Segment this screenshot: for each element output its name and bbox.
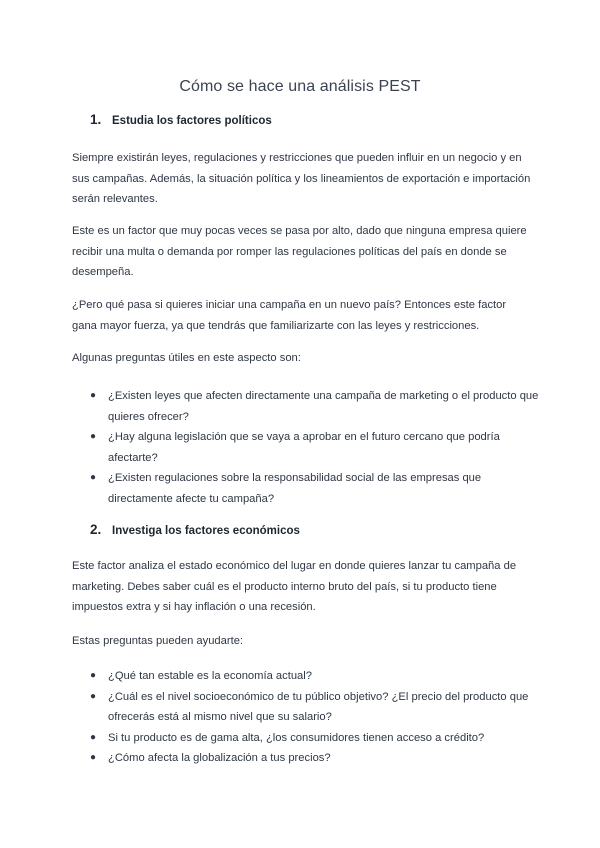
section-1-paragraph-1: Siempre existirán leyes, regulaciones y restricciones que pueden influir en un negocio y en sus campañas. Además, la situación política y los lineamientos de exportación e importación serán relevantes.	[72, 152, 531, 205]
section-1-number: 1.	[90, 112, 102, 127]
section-2-heading	[90, 522, 300, 537]
list-item-text: ¿Hay alguna legislación que se vaya a aprobar en el futuro cercano que podría afectarte?	[108, 431, 500, 464]
bullet-icon: ●	[90, 731, 97, 743]
bullet-icon: ●	[90, 390, 97, 401]
document-title: Cómo se hace una análisis PEST	[179, 78, 421, 95]
bullet-icon: ●	[90, 752, 97, 763]
list-item-text: Si tu producto es de gama alta, ¿los consumidores tienen acceso a crédito?	[108, 731, 485, 744]
list-item-text: ¿Cómo afecta la globalización a tus precios?	[108, 752, 331, 764]
bullet-icon: ●	[90, 431, 97, 442]
list-item	[72, 687, 542, 728]
section-2-paragraph-2: Estas preguntas pueden ayudarte:	[72, 635, 244, 647]
section-1-heading	[90, 112, 272, 127]
list-item-text: ¿Qué tan estable es la economía actual?	[108, 670, 312, 682]
section-2-heading-text: Investiga los factores económicos	[112, 525, 300, 537]
list-item	[72, 468, 542, 509]
bullet-icon: ●	[90, 690, 97, 702]
list-item	[72, 748, 542, 769]
section-1-paragraph-3: ¿Pero qué pasa si quieres iniciar una campaña en un nuevo país? Entonces este factor gana mayor fuerza, ya que tendrás que familiarizarte con las leyes y restricciones.	[72, 299, 507, 332]
bullet-icon: ●	[90, 670, 97, 681]
section-1-bullet-list	[72, 386, 542, 509]
section-2-bullet-list	[72, 666, 542, 769]
bullet-icon: ●	[90, 472, 97, 483]
section-1-paragraph-2: Este es un factor que muy pocas veces se pasa por alto, dado que ninguna empresa quiere recibir una multa o demanda por romper las regulaciones políticas del país en donde se desempeña.	[72, 225, 527, 278]
list-item-text: ¿Existen leyes que afecten directamente una campaña de marketing o el producto que quieres ofrecer?	[108, 390, 539, 423]
list-item	[72, 666, 542, 687]
section-2-number: 2.	[90, 522, 102, 537]
list-item-text: ¿Existen regulaciones sobre la responsabilidad social de las empresas que directamente afecte tu campaña?	[108, 472, 482, 505]
list-item	[72, 386, 542, 427]
section-2-paragraph-1: Este factor analiza el estado económico del lugar en donde quieres lanzar tu campaña de marketing. Debes saber cuál es el producto interno bruto del país, si tu producto tiene impuestos extra y si hay inflación o una recesión.	[72, 560, 517, 613]
list-item-text: ¿Cuál es el nivel socioeconómico de tu público objetivo? ¿El precio del producto que ofrecerás está al mismo nivel que su salario?	[108, 690, 529, 723]
list-item	[72, 728, 542, 749]
section-1-paragraph-4: Algunas preguntas útiles en este aspecto son:	[72, 352, 301, 364]
section-1-heading-text: Estudia los factores políticos	[112, 115, 272, 127]
list-item	[72, 427, 542, 468]
